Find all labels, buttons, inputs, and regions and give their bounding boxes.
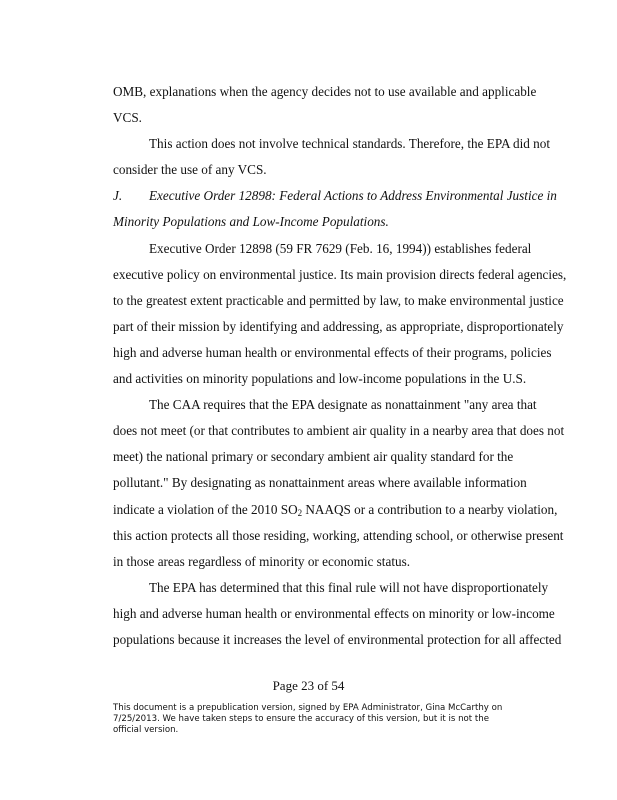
section-title: Executive Order 12898: Federal Actions to Address Environmental Justice in bbox=[149, 188, 557, 204]
text-line: high and adverse human health or environmental effects of their programs, policies bbox=[113, 344, 552, 360]
section-heading-continued: Minority Populations and Low-Income Populations. bbox=[113, 214, 389, 230]
text-line: consider the use of any VCS. bbox=[113, 162, 267, 178]
text-line: populations because it increases the level of environmental protection for all affected bbox=[113, 631, 562, 647]
text-line: meet) the national primary or secondary ambient air quality standard for the bbox=[113, 449, 514, 465]
text-line: Executive Order 12898 (59 FR 7629 (Feb. 16, 1994)) establishes federal bbox=[149, 240, 532, 256]
text-line: high and adverse human health or environmental effects on minority or low-income bbox=[113, 605, 555, 621]
section-number: J. bbox=[113, 188, 123, 204]
body-text bbox=[113, 79, 567, 653]
subscript: 2 bbox=[297, 507, 303, 518]
text-line: part of their mission by identifying and addressing, as appropriate, disproportionately bbox=[113, 318, 564, 334]
disclaimer-footer: This document is a prepublication version, signed by EPA Administrator, Gina McCarthy on 7/25/2013. We have taken steps to ensure the accuracy of this version, but it is not the official version. bbox=[113, 703, 503, 735]
text-line: VCS. bbox=[113, 110, 142, 126]
text-line: to the greatest extent practicable and permitted by law, to make environmental justice bbox=[113, 292, 564, 308]
text-line: this action protects all those residing, working, attending school, or otherwise present bbox=[113, 527, 564, 543]
text-line: The EPA has determined that this final rule will not have disproportionately bbox=[149, 579, 549, 595]
text-line: This action does not involve technical standards. Therefore, the EPA did not bbox=[149, 136, 551, 152]
text-line: OMB, explanations when the agency decides not to use available and applicable bbox=[113, 84, 537, 99]
page-number: Page 23 of 54 bbox=[272, 678, 345, 693]
text-line: pollutant." By designating as nonattainment areas where available information bbox=[113, 475, 527, 491]
section-heading bbox=[113, 183, 557, 209]
text-line: The CAA requires that the EPA designate as nonattainment "any area that bbox=[149, 397, 537, 413]
text-line: executive policy on environmental justice. Its main provision directs federal agencies, bbox=[113, 266, 567, 282]
text-line: in those areas regardless of minority or economic status. bbox=[113, 553, 411, 569]
text-fragment: indicate a violation of the 2010 SO bbox=[113, 501, 298, 517]
text-line: does not meet (or that contributes to ambient air quality in a nearby area that does not bbox=[113, 423, 565, 439]
text-line bbox=[113, 497, 558, 523]
text-line: and activities on minority populations and low-income populations in the U.S. bbox=[113, 371, 527, 387]
text-fragment: NAAQS or a contribution to a nearby violation, bbox=[302, 501, 558, 517]
